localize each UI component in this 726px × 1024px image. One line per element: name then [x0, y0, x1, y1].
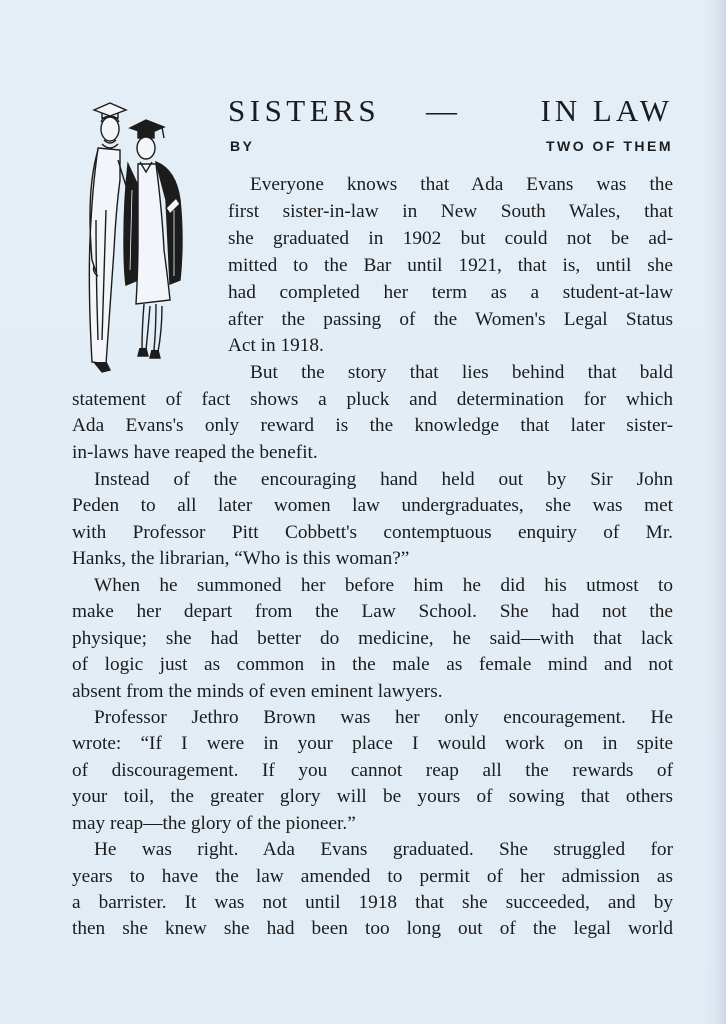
- body-line: of logic just as common in the male as female mind and not: [72, 654, 673, 675]
- body-line: absent from the minds of even eminent lawyers.: [72, 681, 443, 702]
- body-line: then she knew she had been too long out of the legal world: [72, 918, 673, 939]
- body-line: may reap—the glory of the pioneer.”: [72, 813, 356, 834]
- body-line: Peden to all later women law undergraduates, she was met: [72, 495, 673, 516]
- body-line: mitted to the Bar until 1921, that is, until she: [228, 255, 673, 276]
- body-line: Act in 1918.: [228, 335, 324, 356]
- body-line: When he summoned her before him he did his utmost to: [94, 575, 673, 596]
- title-part-in-law: IN LAW: [540, 93, 673, 128]
- title-dash: —: [426, 93, 462, 128]
- body-line: Ada Evans's only reward is the knowledge that later sister-: [72, 415, 673, 436]
- byline-author: TWO OF THEM: [545, 138, 673, 154]
- body-line: Hanks, the librarian, “Who is this woman?”: [72, 548, 410, 569]
- body-line: after the passing of the Women's Legal Status: [228, 309, 673, 330]
- body-line: with Professor Pitt Cobbett's contemptuous enquiry of Mr.: [72, 522, 673, 543]
- body-line: make her depart from the Law School. She had not the: [72, 601, 673, 622]
- body-line: Professor Jethro Brown was her only encouragement. He: [94, 707, 673, 728]
- body-line: she graduated in 1902 but could not be ad-: [228, 228, 673, 249]
- page-edge-shadow: [704, 0, 726, 1024]
- body-line: statement of fact shows a pluck and determination for which: [72, 389, 673, 410]
- body-line: physique; she had better do medicine, he said—with that lack: [72, 628, 673, 649]
- body-line: He was right. Ada Evans graduated. She struggled for: [94, 839, 673, 860]
- two-graduates-illustration: [80, 100, 195, 385]
- body-line: Instead of the encouraging hand held out by Sir John: [94, 469, 673, 490]
- byline-by: BY: [230, 138, 255, 154]
- title-part-sisters: SISTERS: [228, 93, 381, 128]
- body-line: a barrister. It was not until 1918 that she succeeded, and by: [72, 892, 673, 913]
- body-line: had completed her term as a student-at-law: [228, 282, 673, 303]
- body-line: first sister-in-law in New South Wales, that: [228, 201, 673, 222]
- body-line: Everyone knows that Ada Evans was the: [250, 174, 673, 195]
- body-line: your toil, the greater glory will be yours of sowing that others: [72, 786, 673, 807]
- body-line: in-laws have reaped the benefit.: [72, 442, 318, 463]
- body-line: of discouragement. If you cannot reap all the rewards of: [72, 760, 673, 781]
- right-graduate-figure: [124, 120, 182, 358]
- body-line: years to have the law amended to permit of her admission as: [72, 866, 673, 887]
- byline: [230, 138, 673, 158]
- body-line: But the story that lies behind that bald: [250, 362, 673, 383]
- body-line: wrote: “If I were in your place I would work on in spite: [72, 733, 673, 754]
